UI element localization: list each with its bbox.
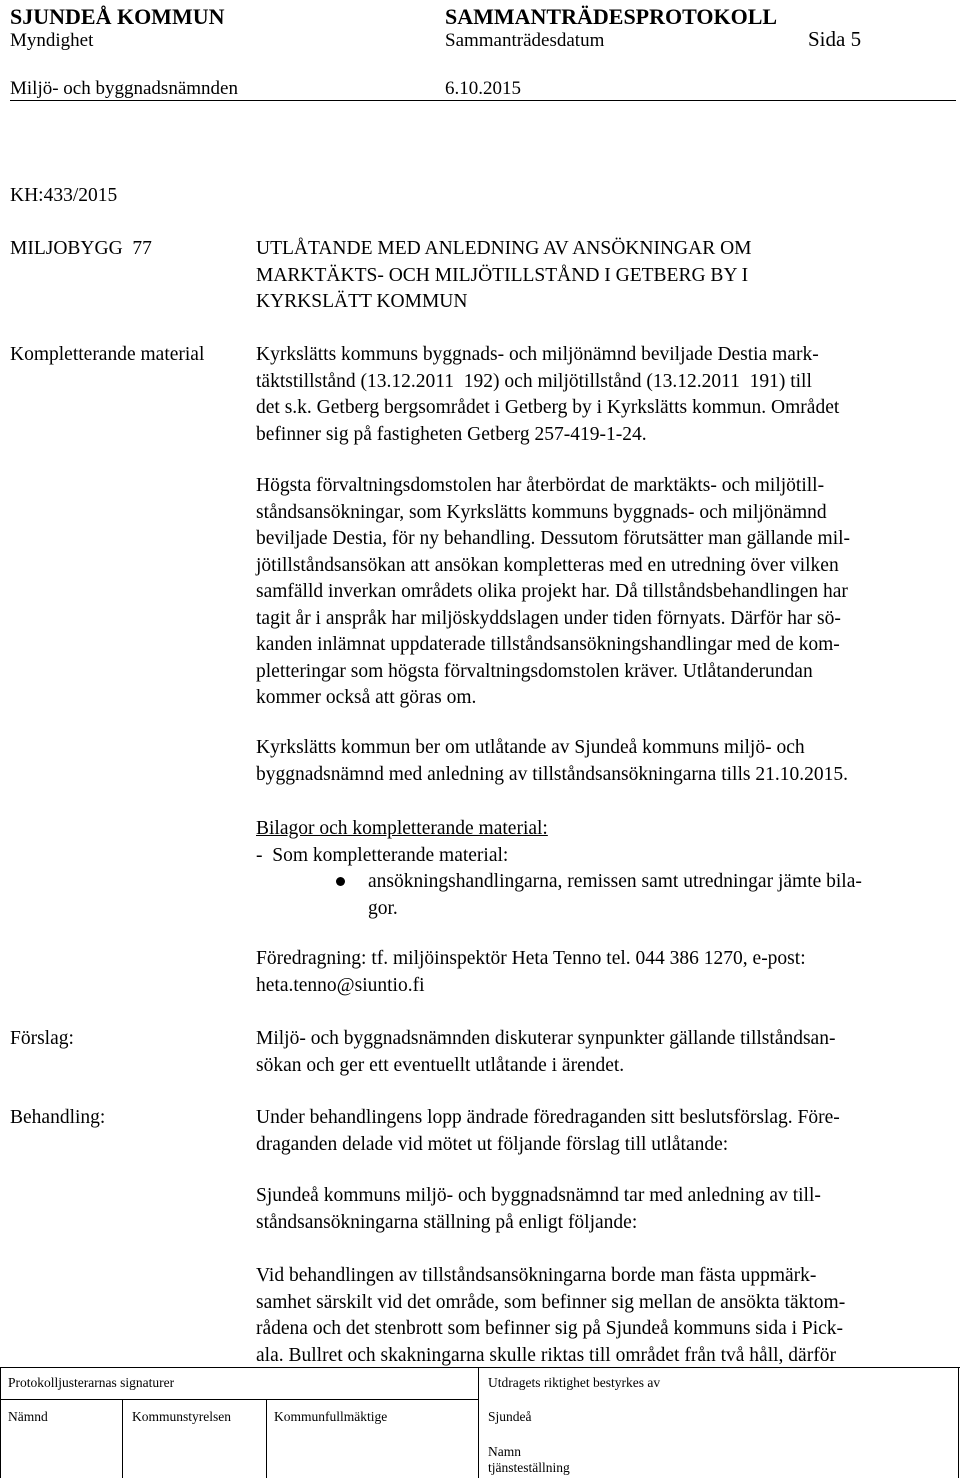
position-label: tjänsteställning bbox=[488, 1460, 570, 1475]
footer-top-line bbox=[0, 1367, 960, 1368]
text-line: ståndsansökningar, som Kyrkslätts kommuns byggnads- och miljönämnd bbox=[256, 501, 827, 523]
page-number: Sida 5 bbox=[808, 27, 862, 51]
kompletterande-text bbox=[256, 342, 946, 448]
org-name: SJUNDEÅ KOMMUN bbox=[10, 4, 225, 29]
meeting-date: 6.10.2015 bbox=[445, 78, 521, 99]
case-title bbox=[256, 236, 946, 316]
text-line: befinner sig på fastigheten Getberg 257-419-1-24. bbox=[256, 423, 647, 445]
text-line: täktstillstånd (13.12.2011 192) och miljötillstånd (13.12.2011 191) till bbox=[256, 370, 812, 392]
text-line: Vid behandlingen av tillståndsansökningarna borde man fästa uppmärk- bbox=[256, 1265, 817, 1286]
text-line: kanden inlämnat uppdaterade tillståndsansökningshandlingar med de kom- bbox=[256, 634, 840, 655]
foredragning bbox=[256, 946, 946, 999]
text-line: Kyrkslätts kommuns byggnads- och miljönämnd beviljade Destia mark- bbox=[256, 344, 819, 365]
footer-border bbox=[958, 1367, 959, 1478]
text-line: rådena och det stenbrott som befinner sig på Sjundeå kommuns sida i Pick- bbox=[256, 1318, 844, 1339]
text-line: ansökningshandlingarna, remissen samt utredningar jämte bila- bbox=[368, 871, 862, 892]
authority-label: Myndighet bbox=[10, 30, 94, 51]
col-kommunstyrelsen: Kommunstyrelsen bbox=[132, 1409, 231, 1424]
forslag-text bbox=[256, 1026, 946, 1079]
name-label: Namn bbox=[488, 1444, 521, 1459]
text-line: draganden delade vid mötet ut följande förslag till utlåtande: bbox=[256, 1133, 729, 1155]
col-kommunfullmaktige: Kommunfullmäktige bbox=[274, 1409, 388, 1424]
footer-col-line bbox=[266, 1399, 267, 1478]
text-line: kommer också att göras om. bbox=[256, 687, 477, 708]
text-line: samhet särskilt vid det område, som befinner sig mellan de ansökta täktom- bbox=[256, 1291, 846, 1313]
text-line: Sjundeå kommuns miljö- och byggnadsnämnd tar med anledning av till- bbox=[256, 1185, 821, 1206]
authority-name: Miljö- och byggnadsnämnden bbox=[10, 78, 238, 99]
bilagor-section bbox=[256, 816, 946, 869]
col-sjundea: Sjundeå bbox=[488, 1409, 532, 1424]
col-namnd: Nämnd bbox=[8, 1409, 48, 1424]
footer-col-line bbox=[122, 1399, 123, 1478]
bilagor-heading: Bilagor och kompletterande material: bbox=[256, 818, 548, 839]
signatures-label: Protokolljusterarnas signaturer bbox=[8, 1375, 175, 1390]
kompletterande-label: Kompletterande material bbox=[10, 344, 205, 365]
text-line: heta.tenno@siuntio.fi bbox=[256, 974, 425, 996]
text-line: Under behandlingens lopp ändrade föredraganden sitt beslutsförslag. Före- bbox=[256, 1107, 840, 1128]
text-line: Kyrkslätts kommun ber om utlåtande av Sjundeå kommuns miljö- och bbox=[256, 737, 805, 758]
bullet-icon bbox=[336, 877, 345, 886]
footer-row-line bbox=[0, 1399, 478, 1400]
footer-divider bbox=[478, 1367, 479, 1478]
text-line: Föredragning: tf. miljöinspektör Heta Tenno tel. 044 386 1270, e-post: bbox=[256, 948, 806, 969]
behandling-label: Behandling: bbox=[10, 1107, 106, 1128]
text-line: pletteringar som högsta förvaltningsdomstolen kräver. Utlåtanderundan bbox=[256, 660, 813, 682]
text-line: jötillståndsansökan att ansökan kompletteras med en utredning över vilken bbox=[256, 554, 839, 576]
header-divider bbox=[10, 100, 956, 101]
forslag-label: Förslag: bbox=[10, 1028, 74, 1049]
paragraph-begaran bbox=[256, 735, 946, 788]
paragraph-vid bbox=[256, 1263, 946, 1369]
case-section: MILJOBYGG 77 bbox=[10, 238, 152, 259]
case-title-line: MARKTÄKTS- OCH MILJÖTILLSTÅND I GETBERG BY I bbox=[256, 264, 749, 286]
bilagor-bullet-item bbox=[368, 869, 948, 922]
certified-label: Utdragets riktighet bestyrkes av bbox=[488, 1375, 661, 1390]
text-line: ståndsansökningarna ställning på enligt följande: bbox=[256, 1211, 638, 1233]
text-line: sökan och ger ett eventuellt utlåtande i ärendet. bbox=[256, 1054, 625, 1076]
text-line: tagit år i anspråk har miljöskyddslagen under tiden förnyats. Därför har sö- bbox=[256, 607, 841, 629]
paragraph-hogsta bbox=[256, 473, 946, 712]
case-number: KH:433/2015 bbox=[10, 185, 118, 206]
case-title-line: UTLÅTANDE MED ANLEDNING AV ANSÖKNINGAR OM bbox=[256, 238, 752, 259]
signature-footer bbox=[0, 1367, 960, 1478]
meeting-date-label: Sammanträdesdatum bbox=[445, 30, 605, 51]
footer-border bbox=[0, 1367, 1, 1478]
behandling-text bbox=[256, 1105, 946, 1158]
paragraph-sjundea bbox=[256, 1183, 946, 1236]
text-line: beviljade Destia, för ny behandling. Dessutom förutsätter man gällande mil- bbox=[256, 528, 851, 549]
text-line: ala. Bullret och skakningarna skulle riktas till området från två håll, därför bbox=[256, 1344, 836, 1366]
bilagor-dash-item: - Som kompletterande material: bbox=[256, 844, 509, 866]
case-title-line: KYRKSLÄTT KOMMUN bbox=[256, 291, 468, 312]
text-line: det s.k. Getberg bergsområdet i Getberg by i Kyrkslätts kommun. Området bbox=[256, 397, 840, 418]
text-line: Högsta förvaltningsdomstolen har återbördat de marktäkts- och miljötill- bbox=[256, 475, 825, 496]
text-line: samfälld inverkan områdets olika projekt har. Då tillståndsbehandlingen har bbox=[256, 581, 848, 602]
text-line: gor. bbox=[368, 897, 398, 919]
doc-type: SAMMANTRÄDESPROTOKOLL bbox=[445, 4, 778, 29]
text-line: Miljö- och byggnadsnämnden diskuterar synpunkter gällande tillståndsan- bbox=[256, 1028, 836, 1049]
text-line: byggnadsnämnd med anledning av tillståndsansökningarna tills 21.10.2015. bbox=[256, 763, 848, 785]
